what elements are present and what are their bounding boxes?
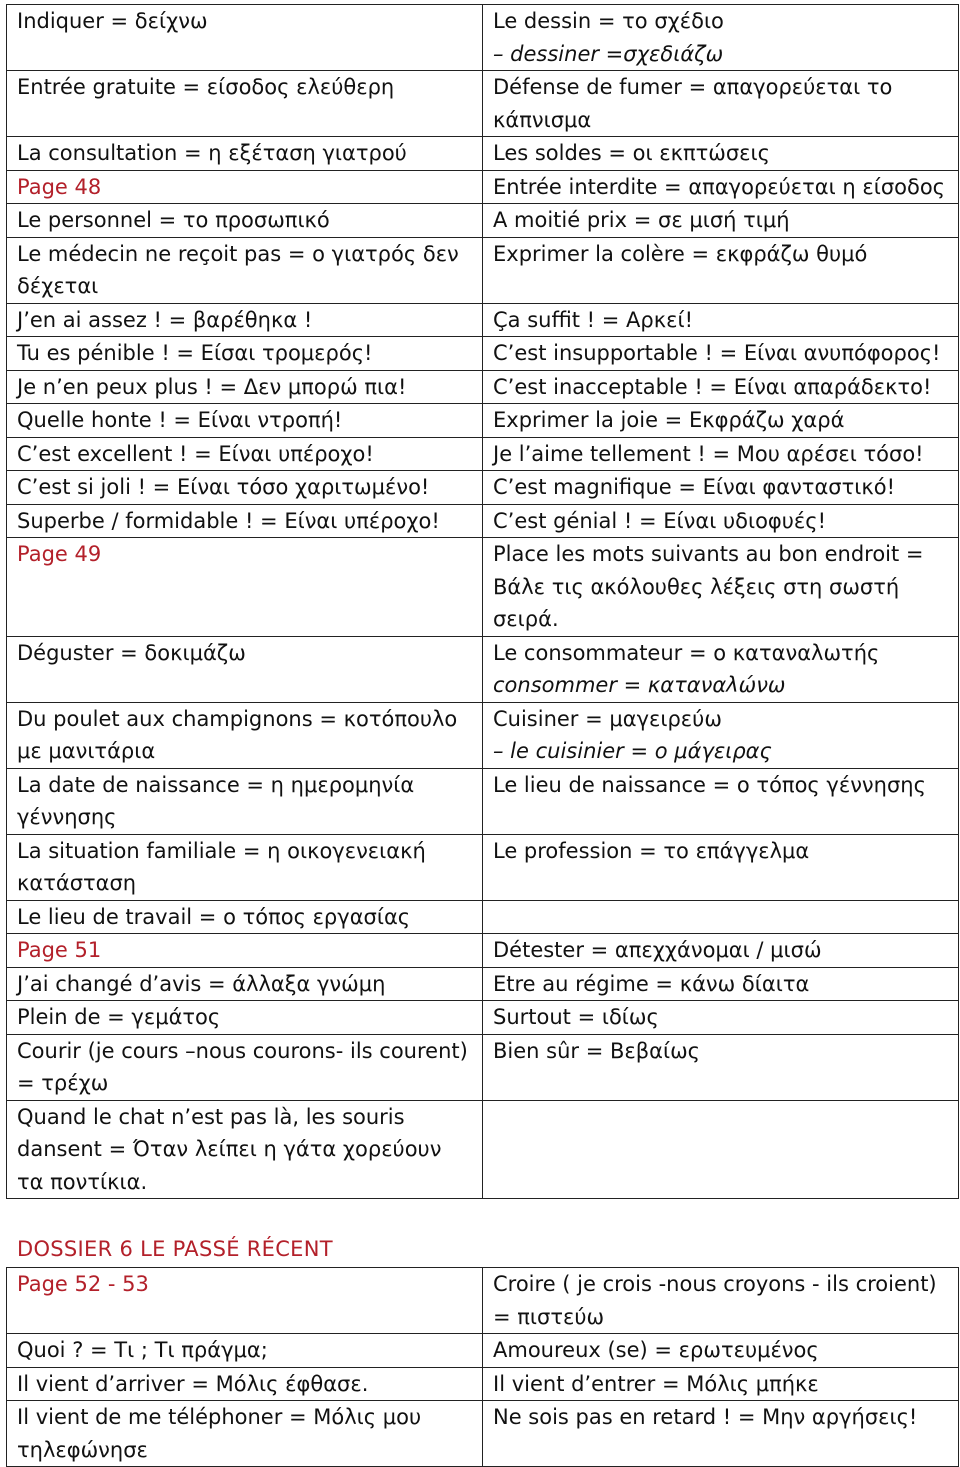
page-heading: Page 51: [7, 934, 483, 968]
vocab-entry: Quoi ? = Τι ; Τι πράγμα;: [7, 1334, 483, 1368]
vocab-entry: C’est si joli ! = Είναι τόσο χαριτωμένο!: [7, 471, 483, 505]
vocab-entry: Le personnel = το προσωπικό: [7, 204, 483, 238]
vocab-entry: Cuisiner = μαγειρεύω – le cuisinier = ο μάγειρας: [483, 702, 959, 768]
table-row: [7, 1100, 959, 1199]
table-row: [7, 1401, 959, 1467]
table-row: [7, 1001, 959, 1035]
table-row: [7, 900, 959, 934]
table-row: [7, 137, 959, 171]
table-row: [7, 934, 959, 968]
vocab-entry: Plein de = γεμάτος: [7, 1001, 483, 1035]
vocab-entry: Il vient d’arriver = Μόλις έφθασε.: [7, 1367, 483, 1401]
vocab-entry: Indiquer = δείχνω: [7, 5, 483, 71]
vocab-entry: C’est inacceptable ! = Είναι απαράδεκτο!: [483, 370, 959, 404]
vocab-entry: C’est insupportable ! = Είναι ανυπόφορος!: [483, 337, 959, 371]
table-row: [7, 237, 959, 303]
table-row: [7, 1334, 959, 1368]
vocab-entry: Défense de fumer = απαγορεύεται το κάπνισμα: [483, 71, 959, 137]
vocab-entry: Du poulet aux champignons = κοτόπουλο με μανιτάρια: [7, 702, 483, 768]
vocab-entry: La consultation = η εξέταση γιατρού: [7, 137, 483, 171]
vocab-entry: Détester = απεχχάνομαι / μισώ: [483, 934, 959, 968]
table-row: [7, 370, 959, 404]
table-row: [7, 1268, 959, 1334]
vocab-entry: Je l’aime tellement ! = Μου αρέσει τόσο!: [483, 437, 959, 471]
vocab-entry: Déguster = δοκιμάζω: [7, 636, 483, 702]
vocab-entry: Je n’en peux plus ! = Δεν μπορώ πια!: [7, 370, 483, 404]
vocabulary-table-pages-48-51: [6, 4, 959, 1199]
exercise-instruction: Place les mots suivants au bon endroit = Βάλε τις ακόλουθες λέξεις στη σωστή σειρά.: [483, 538, 959, 637]
vocab-entry: Bien sûr = Βεβαίως: [483, 1034, 959, 1100]
vocab-entry: La situation familiale = η οικογενειακή κατάσταση: [7, 834, 483, 900]
vocab-entry: Amoureux (se) = ερωτευμένος: [483, 1334, 959, 1368]
vocab-entry: J’ai changé d’avis = άλλαξα γνώμη: [7, 967, 483, 1001]
table-row: [7, 768, 959, 834]
vocab-subentry: – le cuisinier = ο μάγειρας: [493, 739, 772, 763]
vocab-entry: Le lieu de travail = ο τόπος εργασίας: [7, 900, 483, 934]
vocab-entry: Entrée gratuite = είσοδος ελεύθερη: [7, 71, 483, 137]
vocab-entry: Quelle honte ! = Είναι ντροπή!: [7, 404, 483, 438]
empty-cell: [483, 900, 959, 934]
table-row: [7, 1034, 959, 1100]
table-row: [7, 1367, 959, 1401]
vocab-entry: Le consommateur = ο καταναλωτής consommer = καταναλώνω: [483, 636, 959, 702]
vocab-entry: Il vient d’entrer = Μόλις μπήκε: [483, 1367, 959, 1401]
dossier-heading: DOSSIER 6 LE PASSÉ RÉCENT: [17, 1237, 333, 1261]
page-heading: Page 49: [7, 538, 483, 637]
table-row: [7, 303, 959, 337]
page-heading: Page 52 - 53: [7, 1268, 483, 1334]
vocab-entry: C’est génial ! = Είναι υδιοφυές!: [483, 504, 959, 538]
vocab-entry: La date de naissance = η ημερομηνία γέννησης: [7, 768, 483, 834]
table-row: [7, 967, 959, 1001]
table-row: [7, 337, 959, 371]
table-row: [7, 702, 959, 768]
vocab-subentry: – dessiner =σχεδιάζω: [493, 41, 724, 66]
table-row: [7, 471, 959, 505]
vocab-entry: Ça suffit ! = Αρκεί!: [483, 303, 959, 337]
empty-cell: [483, 1100, 959, 1199]
table-row: [7, 538, 959, 637]
table-row: [7, 504, 959, 538]
vocab-entry: Le lieu de naissance = ο τόπος γέννησης: [483, 768, 959, 834]
vocab-entry: Quand le chat n’est pas là, les souris dansent = Όταν λείπει η γάτα χορεύουν τα ποντίκια.: [7, 1100, 483, 1199]
vocab-entry: Les soldes = οι εκπτώσεις: [483, 137, 959, 171]
table-row: [7, 5, 959, 71]
table-row: [7, 834, 959, 900]
vocab-entry: Exprimer la colère = εκφράζω θυμό: [483, 237, 959, 303]
table-row: [7, 71, 959, 137]
vocab-entry: Tu es pénible ! = Είσαι τρομερός!: [7, 337, 483, 371]
vocab-entry: Il vient de me téléphoner = Μόλις μου τηλεφώνησε: [7, 1401, 483, 1467]
vocab-entry: C’est magnifique = Είναι φανταστικό!: [483, 471, 959, 505]
table-row: [7, 204, 959, 238]
vocab-entry: A moitié prix = σε μισή τιμή: [483, 204, 959, 238]
table-row: [7, 170, 959, 204]
table-row: [7, 404, 959, 438]
vocab-entry: Entrée interdite = απαγορεύεται η είσοδος: [483, 170, 959, 204]
table-row: [7, 437, 959, 471]
page-heading: Page 48: [7, 170, 483, 204]
vocab-entry: Surtout = ιδίως: [483, 1001, 959, 1035]
table-row: [7, 636, 959, 702]
vocabulary-page: [6, 4, 958, 1467]
vocabulary-table-pages-52-53: [6, 1267, 959, 1467]
vocab-entry: Le médecin ne reçoit pas = ο γιατρός δεν δέχεται: [7, 237, 483, 303]
vocab-entry: Le profession = το επάγγελμα: [483, 834, 959, 900]
vocab-entry: Superbe / formidable ! = Είναι υπέροχο!: [7, 504, 483, 538]
vocab-entry: J’en ai assez ! = βαρέθηκα !: [7, 303, 483, 337]
vocab-entry: Etre au régime = κάνω δίαιτα: [483, 967, 959, 1001]
vocab-entry: Le dessin = το σχέδιο – dessiner =σχεδιάζω: [483, 5, 959, 71]
vocab-entry: Courir (je cours –nous courons- ils courent) = τρέχω: [7, 1034, 483, 1100]
vocab-entry: Exprimer la joie = Εκφράζω χαρά: [483, 404, 959, 438]
vocab-entry: Croire ( je crois -nous croyons - ils croient) = πιστεύω: [483, 1268, 959, 1334]
vocab-entry: Ne sois pas en retard ! = Μην αργήσεις!: [483, 1401, 959, 1467]
vocab-subentry: consommer = καταναλώνω: [493, 673, 786, 697]
vocab-entry: C’est excellent ! = Είναι υπέροχο!: [7, 437, 483, 471]
